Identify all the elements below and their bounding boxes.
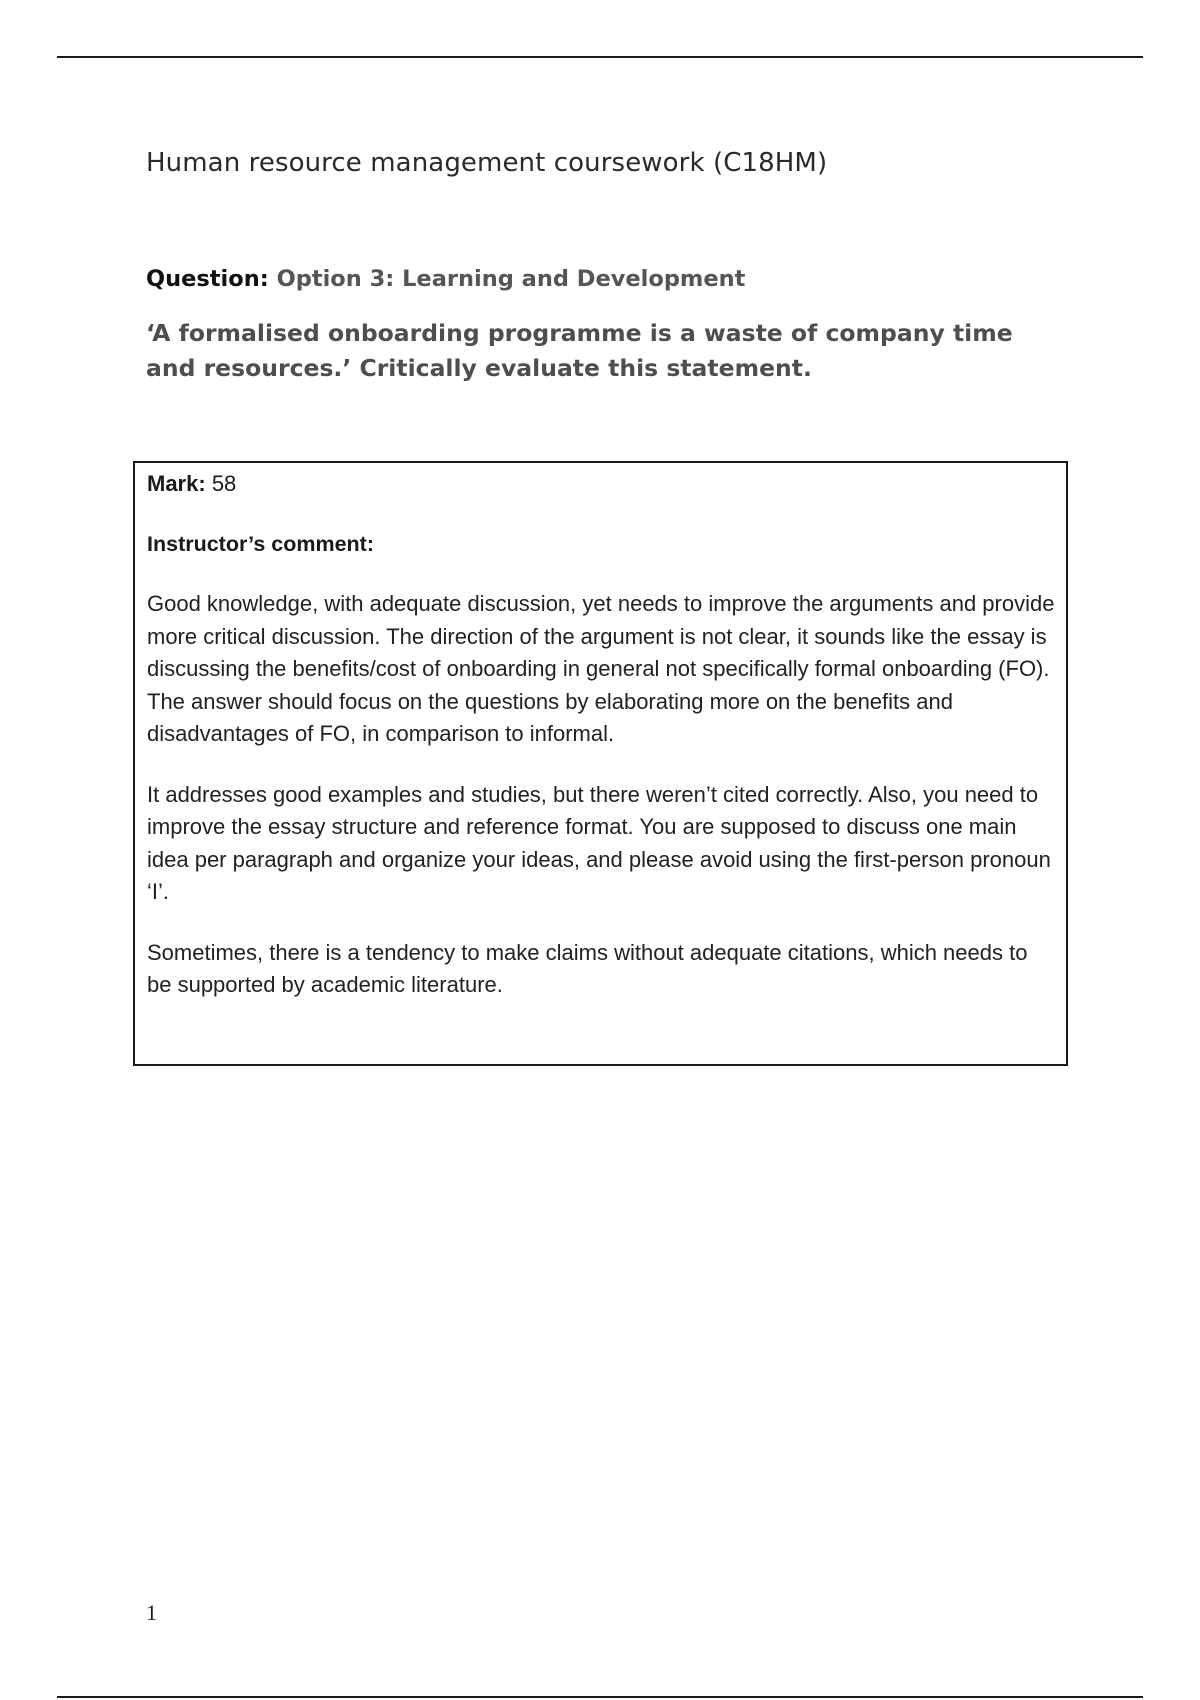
mark-line bbox=[147, 469, 1056, 499]
question-option: Option 3: Learning and Development bbox=[276, 266, 746, 292]
question-line bbox=[146, 266, 745, 292]
comment-heading: Instructor’s comment: bbox=[147, 532, 374, 556]
comment-paragraph: It addresses good examples and studies, but there weren’t cited correctly. Also, you need to improve the essay structure and reference format. You are supposed to discuss one main idea per paragraph and organize your ideas, and please avoid using the first-person pronoun ‘I’. bbox=[147, 781, 1051, 904]
comment-paragraph: Good knowledge, with adequate discussion, yet needs to improve the arguments and provide more critical discussion. The direction of the argument is not clear, it sounds like the essay is discussing the benefits/cost of onboarding in general not specifically formal onboarding (FO). The answer should focus on the questions by elaborating more on the benefits and disadvantages of FO, in comparison to informal. bbox=[147, 591, 1055, 746]
document-title: Human resource management coursework (C18HM) bbox=[146, 148, 828, 178]
question-label: Question: bbox=[146, 266, 269, 292]
footer-rule bbox=[57, 1696, 1143, 1698]
question-statement: ‘A formalised onboarding programme is a waste of company time and resources.’ Critically evaluate this statement. bbox=[146, 319, 1013, 382]
mark-label: Mark: bbox=[147, 471, 206, 496]
mark-value: 58 bbox=[211, 471, 237, 496]
comment-paragraph: Sometimes, there is a tendency to make claims without adequate citations, which needs to be supported by academic literature. bbox=[147, 939, 1028, 997]
header-rule bbox=[57, 56, 1143, 58]
page-number: 1 bbox=[146, 1600, 157, 1625]
feedback-box bbox=[133, 461, 1068, 1066]
